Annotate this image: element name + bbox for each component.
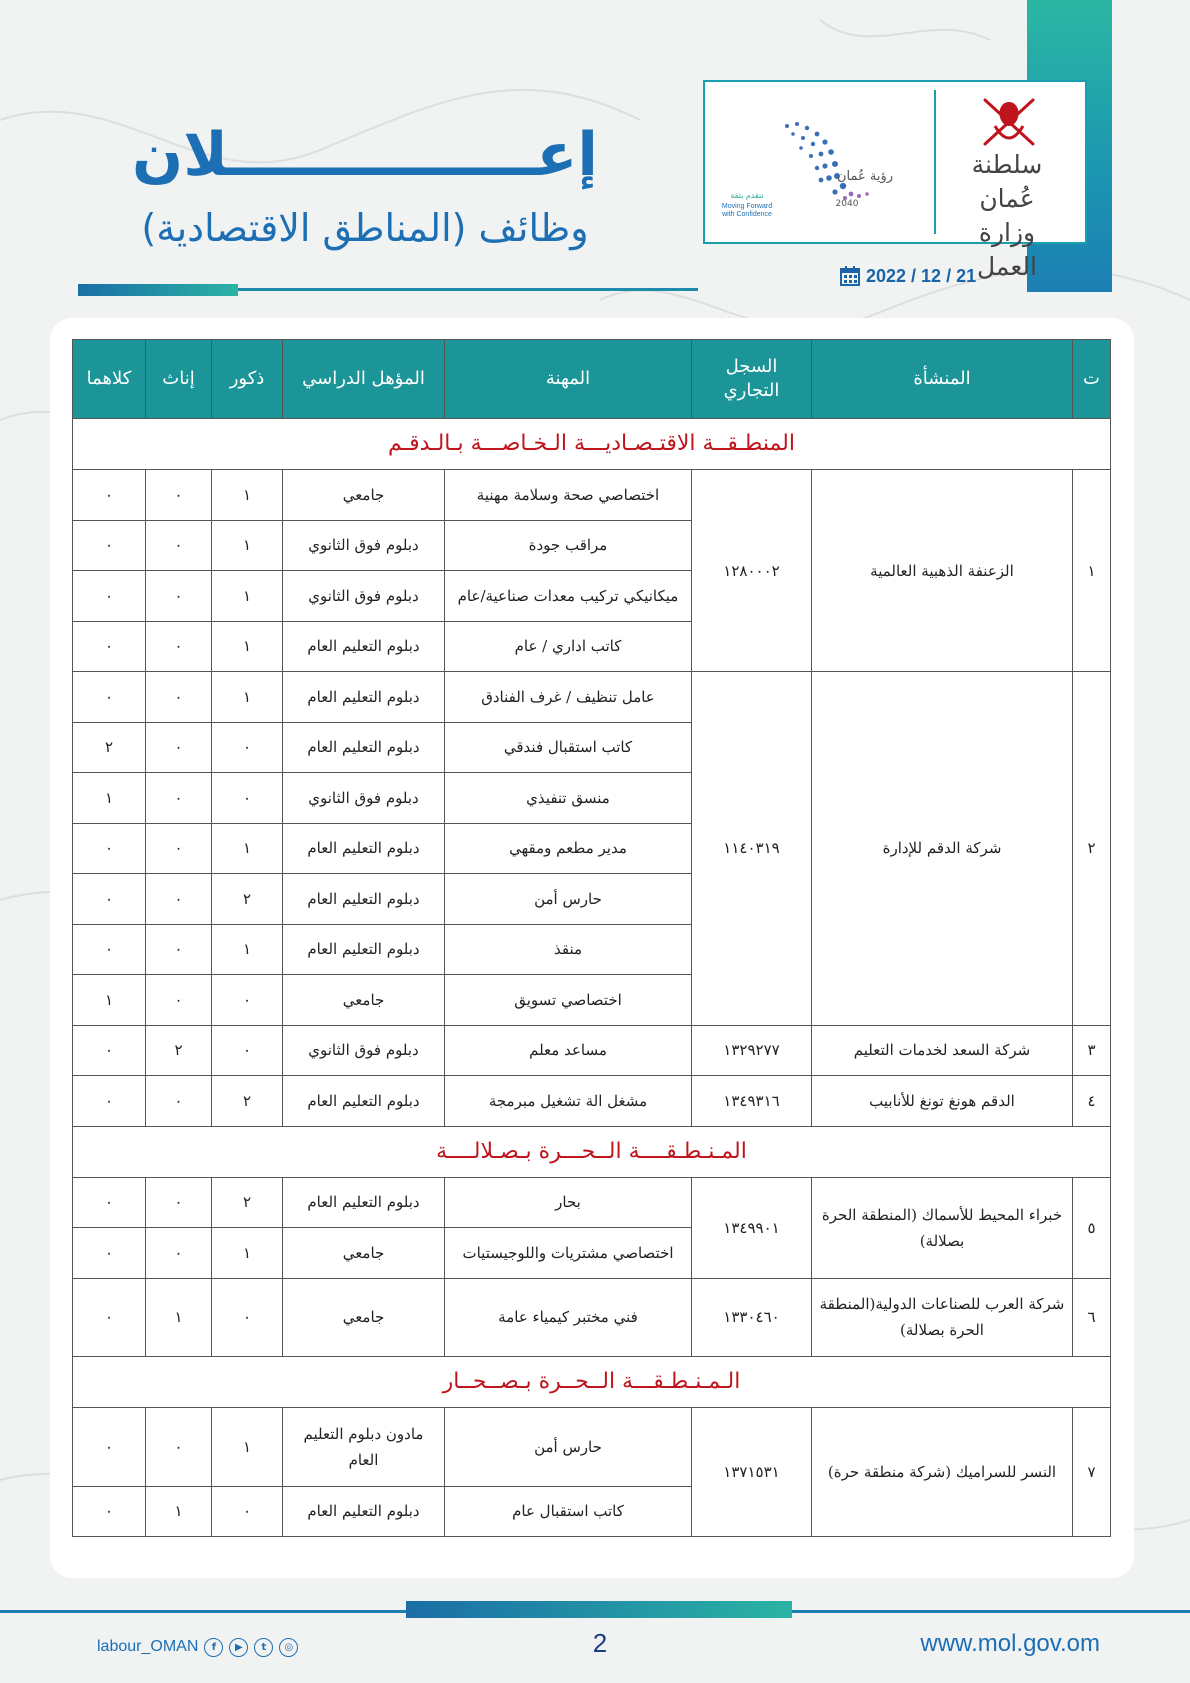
jobs-table — [72, 339, 1111, 1537]
facebook-icon[interactable]: f — [204, 1638, 223, 1657]
footer-accent-bar — [406, 1601, 792, 1618]
vision-tagline-en-2: with Confidence — [722, 211, 772, 218]
ministry-line-2: وزارة العمل — [976, 218, 1037, 281]
vision-name: رؤية عُمان — [836, 169, 894, 184]
job-female: ٠ — [146, 520, 212, 571]
job-female: ٠ — [146, 975, 212, 1026]
job-qualification: دبلوم التعليم العام — [283, 874, 445, 925]
job-title: مشغل الة تشغيل مبرمجة — [445, 1076, 692, 1127]
job-both: ١ — [73, 975, 146, 1026]
company-cr: ١١٤٠٣١٩ — [692, 672, 812, 1026]
company-cr: ١٣٢٩٢٧٧ — [692, 1025, 812, 1076]
job-both: ٠ — [73, 1076, 146, 1127]
job-both: ٠ — [73, 1486, 146, 1537]
company-no: ١ — [1073, 470, 1111, 672]
job-male: ١ — [212, 520, 283, 571]
job-male: ٠ — [212, 773, 283, 824]
job-male: ٢ — [212, 874, 283, 925]
job-qualification: دبلوم فوق الثانوي — [283, 520, 445, 571]
col-header-establishment: المنشأة — [812, 340, 1073, 419]
announcement-date — [840, 264, 1000, 288]
col-header-both: كلاهما — [73, 340, 146, 419]
col-header-cr: السجل التجاري — [692, 340, 812, 419]
title-underline-accent — [78, 284, 238, 296]
job-both: ٠ — [73, 1025, 146, 1076]
page-title: إعـــــــــــــــلان — [132, 120, 598, 190]
oman-vision-2040-logo — [717, 110, 927, 220]
job-male: ٠ — [212, 1278, 283, 1356]
job-title: مساعد معلم — [445, 1025, 692, 1076]
region-title: الـمـنـطـقـــة الــحــرة بـصــحــار — [73, 1356, 1111, 1407]
job-qualification: دبلوم التعليم العام — [283, 924, 445, 975]
job-female: ٠ — [146, 722, 212, 773]
job-qualification: دبلوم التعليم العام — [283, 672, 445, 723]
twitter-icon[interactable]: t — [254, 1638, 273, 1657]
job-male: ٠ — [212, 1486, 283, 1537]
job-female: ٠ — [146, 621, 212, 672]
job-title: اختصاصي صحة وسلامة مهنية — [445, 470, 692, 521]
job-female: ٠ — [146, 1076, 212, 1127]
job-female: ٠ — [146, 874, 212, 925]
job-female: ١ — [146, 1278, 212, 1356]
col-header-male: ذكور — [212, 340, 283, 419]
job-qualification: دبلوم التعليم العام — [283, 823, 445, 874]
company-name: الزعنفة الذهبية العالمية — [812, 470, 1073, 672]
table-row — [73, 1025, 1111, 1076]
vision-tagline-ar: نتقدم بثقة — [730, 191, 764, 200]
job-qualification: دبلوم فوق الثانوي — [283, 1025, 445, 1076]
job-qualification: جامعي — [283, 1228, 445, 1279]
job-both: ٠ — [73, 520, 146, 571]
table-row — [73, 470, 1111, 521]
job-male: ٠ — [212, 975, 283, 1026]
job-both: ٠ — [73, 571, 146, 622]
job-title: مدير مطعم ومقهي — [445, 823, 692, 874]
company-no: ٧ — [1073, 1407, 1111, 1537]
job-male: ٢ — [212, 1076, 283, 1127]
job-both: ٠ — [73, 470, 146, 521]
job-qualification: جامعي — [283, 975, 445, 1026]
job-male: ١ — [212, 621, 283, 672]
job-male: ١ — [212, 672, 283, 723]
job-female: ٠ — [146, 470, 212, 521]
company-no: ٦ — [1073, 1278, 1111, 1356]
job-qualification: دبلوم التعليم العام — [283, 1486, 445, 1537]
job-male: ١ — [212, 571, 283, 622]
job-title: حارس أمن — [445, 1407, 692, 1486]
oman-emblem-icon — [971, 92, 1047, 152]
col-header-no: ت — [1073, 340, 1111, 419]
company-no: ٤ — [1073, 1076, 1111, 1127]
company-name: شركة السعد لخدمات التعليم — [812, 1025, 1073, 1076]
job-both: ١ — [73, 773, 146, 824]
job-title: اختصاصي تسويق — [445, 975, 692, 1026]
job-male: ٠ — [212, 722, 283, 773]
job-male: ١ — [212, 1228, 283, 1279]
job-male: ٢ — [212, 1177, 283, 1228]
col-header-qualification: المؤهل الدراسي — [283, 340, 445, 419]
job-female: ٠ — [146, 672, 212, 723]
job-qualification: جامعي — [283, 1278, 445, 1356]
job-title: اختصاصي مشتريات واللوجيستيات — [445, 1228, 692, 1279]
job-qualification: دبلوم التعليم العام — [283, 621, 445, 672]
job-title: كاتب اداري / عام — [445, 621, 692, 672]
col-header-job: المهنة — [445, 340, 692, 419]
job-female: ٠ — [146, 571, 212, 622]
company-no: ٣ — [1073, 1025, 1111, 1076]
job-qualification: دبلوم التعليم العام — [283, 1177, 445, 1228]
table-row — [73, 1177, 1111, 1228]
job-title: كاتب استقبال عام — [445, 1486, 692, 1537]
company-name: الدقم هونغ تونغ للأنابيب — [812, 1076, 1073, 1127]
website-link[interactable]: www.mol.gov.om — [920, 1630, 1100, 1657]
company-no: ٢ — [1073, 672, 1111, 1026]
company-name: النسر للسراميك (شركة منطقة حرة) — [812, 1407, 1073, 1537]
job-both: ٠ — [73, 621, 146, 672]
region-row — [73, 1126, 1111, 1177]
job-qualification: جامعي — [283, 470, 445, 521]
table-row — [73, 1076, 1111, 1127]
job-both: ٠ — [73, 874, 146, 925]
job-female: ٠ — [146, 1407, 212, 1486]
job-female: ١ — [146, 1486, 212, 1537]
job-both: ٠ — [73, 1177, 146, 1228]
company-no: ٥ — [1073, 1177, 1111, 1278]
job-title: عامل تنظيف / غرف الفنادق — [445, 672, 692, 723]
calendar-icon — [840, 266, 860, 286]
job-both: ٠ — [73, 672, 146, 723]
job-female: ٠ — [146, 773, 212, 824]
job-title: فني مختبر كيمياء عامة — [445, 1278, 692, 1356]
job-both: ٠ — [73, 1228, 146, 1279]
page-subtitle: وظائف (المناطق الاقتصادية) — [141, 206, 589, 250]
job-male: ١ — [212, 1407, 283, 1486]
job-female: ٠ — [146, 1177, 212, 1228]
job-title: حارس أمن — [445, 874, 692, 925]
table-row — [73, 1407, 1111, 1486]
job-both: ٠ — [73, 1407, 146, 1486]
social-links — [97, 1634, 298, 1660]
company-name: خبراء المحيط للأسماك (المنطقة الحرة بصلالة) — [812, 1177, 1073, 1278]
col-header-female: إناث — [146, 340, 212, 419]
job-both: ٢ — [73, 722, 146, 773]
job-male: ١ — [212, 470, 283, 521]
logo-divider — [934, 90, 936, 234]
youtube-icon[interactable]: ▶ — [229, 1638, 248, 1657]
company-name: شركة الدقم للإدارة — [812, 672, 1073, 1026]
job-title: بحار — [445, 1177, 692, 1228]
date-text: 2022 / 12 / 21 — [866, 265, 977, 286]
vision-year: 2040 — [835, 199, 859, 209]
ministry-line-1: سلطنة عُمان — [971, 150, 1043, 213]
job-male: ١ — [212, 823, 283, 874]
job-male: ٠ — [212, 1025, 283, 1076]
job-qualification: دبلوم التعليم العام — [283, 1076, 445, 1127]
job-female: ٢ — [146, 1025, 212, 1076]
company-cr: ١٣٧١٥٣١ — [692, 1407, 812, 1537]
job-title: منقذ — [445, 924, 692, 975]
job-qualification: مادون دبلوم التعليم العام — [283, 1407, 445, 1486]
job-qualification: دبلوم فوق الثانوي — [283, 571, 445, 622]
job-both: ٠ — [73, 823, 146, 874]
table-row — [73, 1278, 1111, 1356]
region-row — [73, 419, 1111, 470]
table-row — [73, 672, 1111, 723]
company-cr: ١٣٣٠٤٦٠ — [692, 1278, 812, 1356]
company-name: شركة العرب للصناعات الدولية(المنطقة الحرة بصلالة) — [812, 1278, 1073, 1356]
company-cr: ١٣٤٩٩٠١ — [692, 1177, 812, 1278]
job-qualification: دبلوم التعليم العام — [283, 722, 445, 773]
region-row — [73, 1356, 1111, 1407]
job-female: ٠ — [146, 924, 212, 975]
page-number: 2 — [592, 1628, 608, 1658]
social-handle: labour_OMAN — [97, 1638, 199, 1655]
company-cr: ١٢٨٠٠٠٢ — [692, 470, 812, 672]
job-female: ٠ — [146, 823, 212, 874]
instagram-icon[interactable]: ◎ — [279, 1638, 298, 1657]
table-header-row — [73, 340, 1111, 419]
job-title: منسق تنفيذي — [445, 773, 692, 824]
job-female: ٠ — [146, 1228, 212, 1279]
job-qualification: دبلوم فوق الثانوي — [283, 773, 445, 824]
job-title: كاتب استقبال فندقي — [445, 722, 692, 773]
job-title: ميكانيكي تركيب معدات صناعية/عام — [445, 571, 692, 622]
job-both: ٠ — [73, 924, 146, 975]
region-title: المنطـقــة الاقتـصـاديـــة الـخـاصـــة بـالـدقـم — [73, 419, 1111, 470]
job-title: مراقب جودة — [445, 520, 692, 571]
job-both: ٠ — [73, 1278, 146, 1356]
jobs-table-card — [50, 318, 1134, 1578]
company-cr: ١٣٤٩٣١٦ — [692, 1076, 812, 1127]
vision-tagline-en-1: Moving Forward — [721, 203, 773, 210]
region-title: المـنـطـقــــة الــحـــرة بـصـلالــــة — [73, 1126, 1111, 1177]
job-male: ١ — [212, 924, 283, 975]
